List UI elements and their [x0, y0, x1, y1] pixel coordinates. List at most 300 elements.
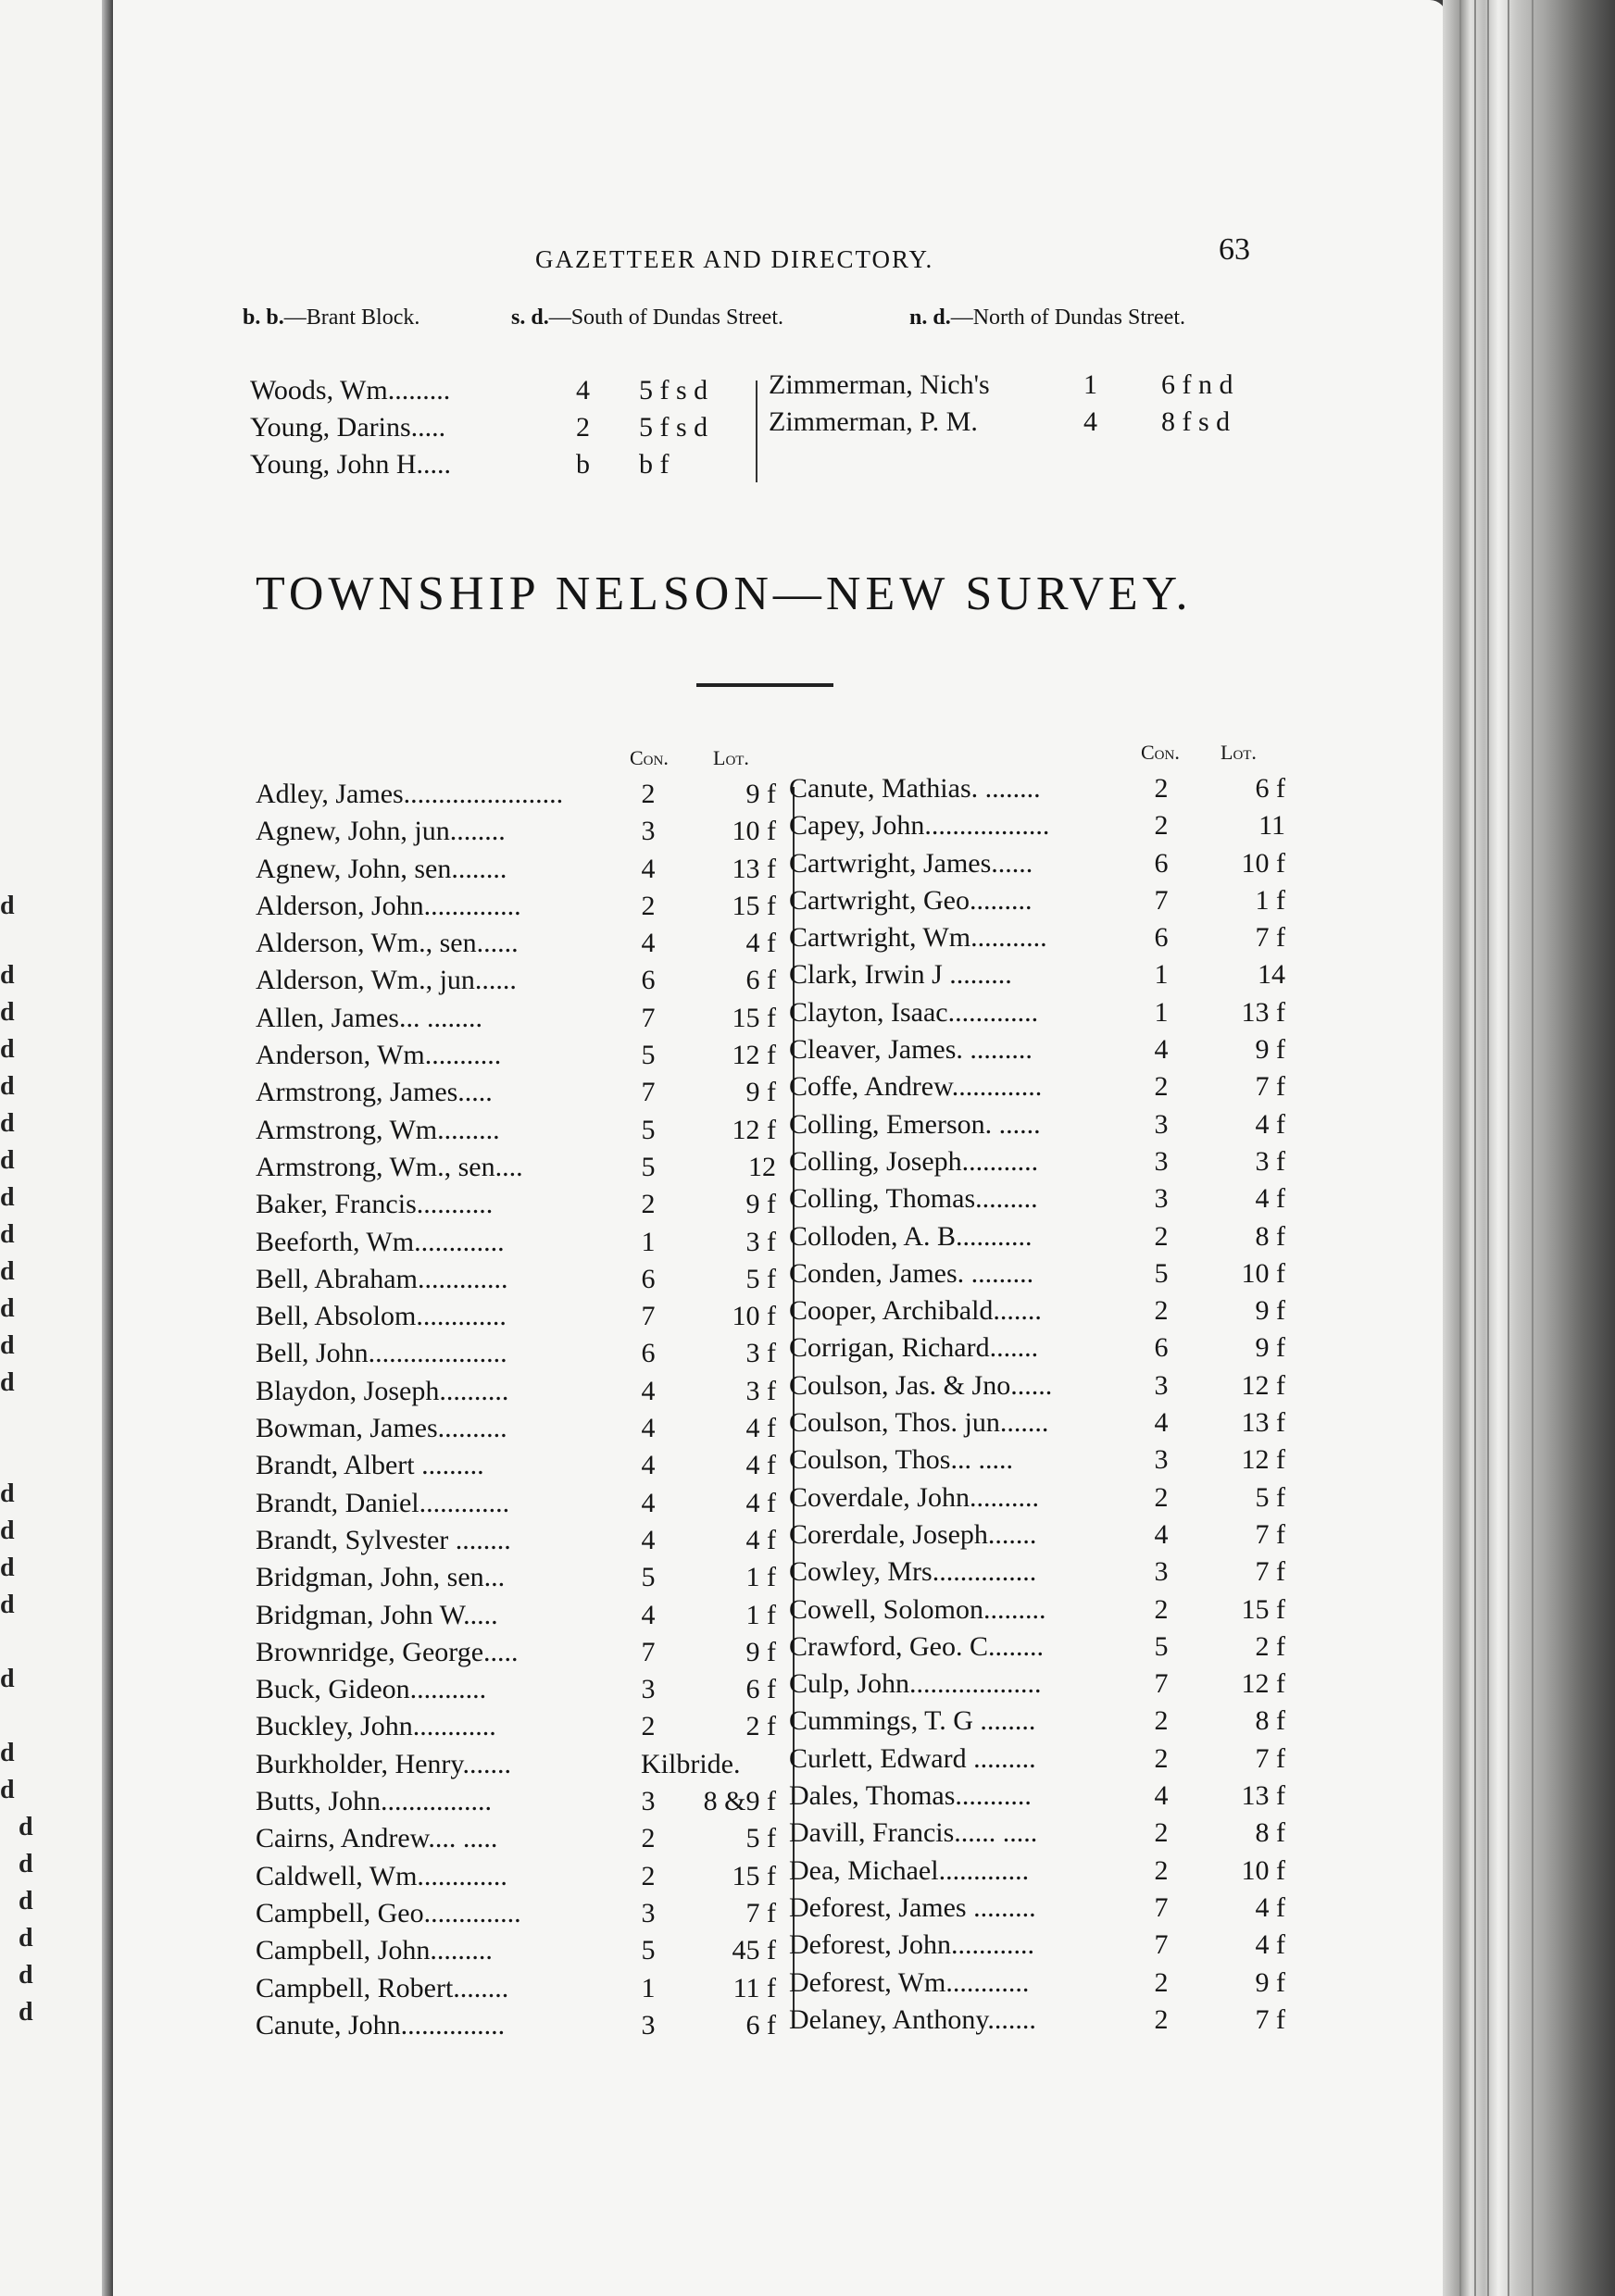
entry-concession: 3 — [641, 1897, 656, 1928]
entry-name: Agnew, John, sen........ — [256, 853, 507, 884]
entry-name: Buckley, John............ — [256, 1711, 496, 1742]
entry-concession: 2 — [1154, 773, 1169, 804]
entry-name: Deforest, Wm............ — [789, 1966, 1030, 1998]
entry-concession: 4 — [1154, 1407, 1169, 1439]
entry-name: Crawford, Geo. C........ — [789, 1630, 1044, 1662]
entry-concession: 4 — [641, 928, 656, 959]
margin-letter: d — [0, 961, 15, 990]
entry-concession: 1 — [1154, 996, 1169, 1028]
entry-lot: 9 f — [1255, 1332, 1285, 1364]
table-row — [789, 1516, 1289, 1554]
entry-concession: 7 — [1154, 1929, 1169, 1961]
entry-lot: 5 f — [745, 1823, 776, 1854]
entry-name: Agnew, John, jun........ — [256, 816, 506, 847]
entry-lot: 8 f — [1255, 1705, 1285, 1737]
table-row — [256, 1783, 783, 1820]
entry-lot: 12 f — [1241, 1668, 1285, 1700]
entry-concession: 4 — [641, 1413, 656, 1444]
table-row — [789, 770, 1289, 807]
entry-name: Campbell, John......... — [256, 1935, 493, 1966]
entry-concession: 2 — [641, 1860, 656, 1891]
table-row — [256, 1559, 783, 1596]
entry-concession: 3 — [641, 2009, 656, 2040]
entry-name: Butts, John................ — [256, 1786, 493, 1817]
margin-letter: d — [0, 1739, 15, 1767]
table-row — [789, 994, 1289, 1031]
column-header-con: Con. — [630, 746, 669, 769]
entry-lot: 3 f — [745, 1375, 776, 1406]
entry-concession: 4 — [641, 1599, 656, 1630]
entry-lot: 11 — [1258, 810, 1285, 842]
table-row — [789, 1479, 1289, 1516]
entry-name: Capey, John.................. — [789, 810, 1050, 842]
entry-concession: 2 — [1154, 1742, 1169, 1774]
table-row — [256, 1708, 783, 1745]
table-row — [256, 1000, 783, 1037]
entry-lot: 6 f — [1255, 773, 1285, 804]
entry-name: Campbell, Robert........ — [256, 1972, 509, 2003]
entry-concession: 3 — [1154, 1369, 1169, 1401]
margin-letter: d — [19, 1850, 33, 1878]
entry-concession: 6 — [1154, 847, 1169, 879]
table-row — [789, 1404, 1289, 1441]
table-row — [789, 1927, 1289, 1964]
entry-concession: 2 — [1154, 1295, 1169, 1327]
section-title: TOWNSHIP NELSON—NEW SURVEY. — [256, 568, 1193, 620]
entry-name: Conden, James. ......... — [789, 1257, 1034, 1289]
entry-name: Clark, Irwin J ......... — [789, 959, 1012, 991]
entry-name: Brandt, Albert ......... — [256, 1450, 484, 1481]
entry-name: Armstrong, Wm., sen.... — [256, 1151, 523, 1182]
table-row — [256, 1335, 783, 1372]
entry-concession: 6 — [1154, 922, 1169, 954]
entry-lot: 9 f — [745, 1636, 776, 1667]
table-row — [256, 962, 783, 999]
entry-concession: 5 — [1154, 1630, 1169, 1662]
entry-name: Alderson, John.............. — [256, 890, 521, 921]
entry-name: Davill, Francis...... ..... — [789, 1817, 1038, 1849]
table-row — [789, 1218, 1289, 1255]
entry-lot: 4 f — [1255, 1891, 1285, 1923]
entry-name: Brandt, Daniel............. — [256, 1487, 510, 1518]
column-header-lot: Lot. — [713, 746, 749, 769]
entry-lot: 2 f — [745, 1711, 776, 1742]
entry-name: Deforest, James ......... — [789, 1891, 1036, 1923]
margin-letter: d — [0, 998, 15, 1027]
table-row — [789, 956, 1289, 993]
entry-concession: 2 — [1154, 1220, 1169, 1252]
entry-concession: 7 — [641, 1077, 656, 1108]
entry-lot: 15 f — [732, 890, 776, 921]
margin-letter: d — [0, 1776, 15, 1804]
entry-lot: 12 f — [1241, 1444, 1285, 1476]
margin-letter: d — [0, 1294, 15, 1323]
table-row — [789, 919, 1289, 956]
entry-concession: 6 — [641, 965, 656, 996]
entry-concession: 5 — [641, 1151, 656, 1182]
entry-lot: 4 f — [745, 1450, 776, 1481]
table-row — [789, 1703, 1289, 1740]
entry-lot: 6 f — [745, 965, 776, 996]
entry-lot: 11 f — [732, 1972, 776, 2003]
entry-lot: 15 f — [732, 1002, 776, 1033]
entry-name: Coffe, Andrew............. — [789, 1071, 1043, 1103]
margin-letter: d — [0, 1368, 15, 1397]
entry-name: Coverdale, John.......... — [789, 1481, 1039, 1513]
margin-letter: d — [19, 1813, 33, 1841]
entry-concession: 2 — [1154, 810, 1169, 842]
entry-lot: 13 f — [1241, 1780, 1285, 1812]
entry-name: Armstrong, James..... — [256, 1077, 493, 1108]
table-row — [256, 1597, 783, 1634]
entry-lot: 9 f — [745, 1189, 776, 1220]
entry-name: Deforest, John............ — [789, 1929, 1034, 1961]
entry-name: Armstrong, Wm......... — [256, 1114, 500, 1145]
entry-lot: 7 f — [1255, 1071, 1285, 1103]
entry-lot: 5 f — [745, 1263, 776, 1294]
entry-name: Caldwell, Wm............. — [256, 1860, 507, 1891]
entry-name: Cairns, Andrew.... ..... — [256, 1823, 498, 1854]
entry-concession: 4 — [641, 1487, 656, 1518]
entry-concession: 5 — [641, 1562, 656, 1593]
entry-name: Blaydon, Joseph.......... — [256, 1375, 509, 1406]
margin-letter: d — [0, 1146, 15, 1175]
entry-name: Curlett, Edward ......... — [789, 1742, 1036, 1774]
margin-letter: d — [0, 1591, 15, 1619]
entry-name: Allen, James... ........ — [256, 1002, 482, 1033]
entry-lot: 7 f — [745, 1897, 776, 1928]
continued-entries: Woods, Wm......... 4 5 f s d Young, Darins..... 2 5 f s d Young, John H..... b b f Zimmerman, Nich's 1 6 f n d Zimmerman, P. M. 4 8 f s d — [250, 375, 1269, 495]
entry-name: Bridgman, John, sen... — [256, 1562, 506, 1593]
entry-concession: 3 — [641, 1786, 656, 1817]
entry-lot: 4 f — [1255, 1108, 1285, 1140]
entry-name: Dea, Michael............. — [789, 1854, 1030, 1886]
entry-concession: 4 — [1154, 1518, 1169, 1550]
entry-concession: 6 — [641, 1338, 656, 1369]
entry-lot: 10 f — [1241, 1854, 1285, 1886]
entry-concession: 5 — [641, 1040, 656, 1071]
entry-name: Anderson, Wm........... — [256, 1040, 502, 1071]
table-row — [256, 813, 783, 850]
entry-concession: 4 — [641, 1375, 656, 1406]
legend-item: b. b.—Brant Block. — [243, 306, 420, 330]
entry-name: Culp, John................... — [789, 1668, 1042, 1700]
table-row — [789, 1554, 1289, 1591]
entry-concession: 4 — [641, 853, 656, 884]
entry-name: Cleaver, James. ......... — [789, 1034, 1033, 1066]
entry-lot: 8 f — [1255, 1817, 1285, 1849]
margin-letter: d — [0, 1183, 15, 1212]
table-row — [256, 888, 783, 925]
margin-letter: d — [0, 1035, 15, 1064]
entry-lot: 9 f — [1255, 1295, 1285, 1327]
table-row — [789, 1628, 1289, 1666]
entry-concession: 2 — [1154, 1854, 1169, 1886]
entry-lot: 12 f — [1241, 1369, 1285, 1401]
entry-concession: 2 — [1154, 1071, 1169, 1103]
table-row — [789, 1965, 1289, 2002]
entry-lot: 15 f — [1241, 1593, 1285, 1625]
entry-lot: 13 f — [1241, 996, 1285, 1028]
entry-concession: 2 — [641, 1823, 656, 1854]
margin-letter: d — [19, 1924, 33, 1953]
table-row — [256, 851, 783, 888]
entry-lot: 13 f — [1241, 1407, 1285, 1439]
margin-letter: d — [0, 892, 15, 920]
entry-lot: 4 f — [1255, 1183, 1285, 1215]
entry-name: Cartwright, Wm........... — [789, 922, 1047, 954]
entry-name: Cowley, Mrs............... — [789, 1556, 1037, 1588]
table-row — [789, 1068, 1289, 1105]
table-row — [256, 776, 783, 813]
table-row — [789, 1666, 1289, 1703]
entry-concession: 2 — [641, 779, 656, 809]
directory-column-right — [789, 770, 1289, 2039]
table-row — [789, 2002, 1289, 2039]
entry-concession: 2 — [1154, 1705, 1169, 1737]
table-row — [789, 845, 1289, 882]
table-row — [789, 1367, 1289, 1404]
entry-concession: 2 — [641, 1189, 656, 1220]
entry-name: Brandt, Sylvester ........ — [256, 1524, 511, 1555]
entry-lot: 7 f — [1255, 1742, 1285, 1774]
entry-concession: 3 — [1154, 1108, 1169, 1140]
entry-concession: 5 — [641, 1114, 656, 1145]
entry-name: Corerdale, Joseph....... — [789, 1518, 1037, 1550]
table-row — [256, 1224, 783, 1261]
table-row — [256, 1746, 783, 1783]
entry-lot: 7 f — [1255, 2003, 1285, 2035]
table-row — [256, 1485, 783, 1522]
entry-name: Bell, Abraham............. — [256, 1263, 508, 1294]
entry-concession: 3 — [641, 816, 656, 847]
table-row — [256, 1932, 783, 1969]
entry-lot: 6 f — [745, 1674, 776, 1705]
entry-lot: 10 f — [1241, 847, 1285, 879]
table-row — [256, 1149, 783, 1186]
table-row — [789, 882, 1289, 919]
entry-concession: 2 — [641, 890, 656, 921]
entry-name: Clayton, Isaac............. — [789, 996, 1039, 1028]
entry-name: Alderson, Wm., sen...... — [256, 928, 519, 959]
table-row — [256, 925, 783, 962]
entry-concession: 7 — [641, 1301, 656, 1332]
table-row — [789, 1031, 1289, 1068]
table-row — [789, 1741, 1289, 1778]
entry-concession: 3 — [641, 1674, 656, 1705]
entry-name: Burkholder, Henry....... — [256, 1748, 511, 1779]
entry-lot: 7 f — [1255, 1556, 1285, 1588]
facing-page-margin-text — [0, 0, 37, 2296]
entry-concession: 2 — [1154, 1481, 1169, 1513]
entry-concession: 3 — [1154, 1183, 1169, 1215]
table-row — [789, 1441, 1289, 1479]
entry-concession: 7 — [641, 1636, 656, 1667]
entry-lot: 1 f — [1255, 884, 1285, 916]
table-row — [256, 1634, 783, 1671]
entry-concession: 6 — [641, 1263, 656, 1294]
table-row — [256, 1410, 783, 1447]
entry-name: Buck, Gideon........... — [256, 1674, 487, 1705]
table-row — [789, 1853, 1289, 1890]
entry-lot: 5 f — [1255, 1481, 1285, 1513]
table-row — [256, 2007, 783, 2044]
page-stack-edges — [1443, 0, 1615, 2296]
entry-concession: 7 — [1154, 1668, 1169, 1700]
table-row — [789, 1106, 1289, 1143]
table-row — [256, 1037, 783, 1074]
table-row — [256, 1671, 783, 1708]
entry-name: Baker, Francis........... — [256, 1189, 494, 1220]
table-row — [789, 1143, 1289, 1180]
margin-letter: d — [0, 1554, 15, 1582]
entry-concession: 3 — [1154, 1444, 1169, 1476]
table-row — [789, 1329, 1289, 1366]
entry-concession: 4 — [1154, 1034, 1169, 1066]
table-row — [256, 1522, 783, 1559]
table-row — [256, 1895, 783, 1932]
entry-lot: 8 f — [1255, 1220, 1285, 1252]
table-row — [256, 1074, 783, 1111]
entry-name: Cartwright, Geo......... — [789, 884, 1033, 916]
margin-letter: d — [0, 1479, 15, 1508]
entry-lot: 3 f — [745, 1338, 776, 1369]
title-rule — [696, 683, 833, 687]
margin-letter: d — [19, 1998, 33, 2027]
entry-lot: 12 — [748, 1151, 776, 1182]
entry-concession: 6 — [1154, 1332, 1169, 1364]
entry-name: Coulson, Jas. & Jno...... — [789, 1369, 1053, 1401]
entry-name: Brownridge, George..... — [256, 1636, 519, 1667]
abbreviation-legend — [243, 306, 1271, 343]
table-row — [256, 1373, 783, 1410]
running-title: GAZETTEER AND DIRECTORY. — [535, 245, 934, 273]
entry-lot: 2 f — [1255, 1630, 1285, 1662]
table-row — [789, 1180, 1289, 1217]
legend-item: s. d.—South of Dundas Street. — [511, 306, 783, 330]
table-row — [256, 1858, 783, 1895]
column-header-con: Con. — [1141, 741, 1180, 764]
page-number: 63 — [1219, 232, 1250, 267]
entry-lot: 4 f — [745, 1524, 776, 1555]
entry-concession: 3 — [1154, 1556, 1169, 1588]
table-row — [789, 1292, 1289, 1329]
entry-lot: 12 f — [732, 1040, 776, 1071]
entry-lot: 10 f — [732, 816, 776, 847]
margin-letter: d — [19, 1961, 33, 1990]
entry-name: Bowman, James.......... — [256, 1413, 507, 1444]
entry-name: Colling, Emerson. ...... — [789, 1108, 1041, 1140]
entry-concession: 1 — [1154, 959, 1169, 991]
entry-name: Adley, James....................... — [256, 779, 564, 809]
table-row — [256, 1186, 783, 1223]
entry-concession: 1 — [641, 1226, 656, 1257]
entry-name: Cowell, Solomon......... — [789, 1593, 1046, 1625]
table-row — [789, 1778, 1289, 1815]
entry-concession: 4 — [1154, 1780, 1169, 1812]
entry-lot: 4 f — [1255, 1929, 1285, 1961]
entry-concession: 3 — [1154, 1145, 1169, 1177]
table-row — [256, 1298, 783, 1335]
entry-concession: 2 — [1154, 2003, 1169, 2035]
entry-lot: 8 &9 f — [703, 1786, 776, 1817]
entry-concession: 5 — [1154, 1257, 1169, 1289]
entry-name: Cummings, T. G ........ — [789, 1705, 1036, 1737]
entry-lot: 9 f — [745, 779, 776, 809]
entry-name: Colling, Joseph........... — [789, 1145, 1039, 1177]
table-row — [256, 1112, 783, 1149]
table-row — [256, 1261, 783, 1298]
entry-name: Delaney, Anthony....... — [789, 2003, 1036, 2035]
entry-lot: 4 f — [745, 1487, 776, 1518]
entry-lot: 45 f — [732, 1935, 776, 1966]
entry-lot: 3 f — [1255, 1145, 1285, 1177]
entry-concession: 7 — [1154, 1891, 1169, 1923]
margin-letter: d — [0, 1665, 15, 1693]
entry-lot: 9 f — [1255, 1966, 1285, 1998]
entry-lot: 10 f — [732, 1301, 776, 1332]
entry-name: Colling, Thomas......... — [789, 1183, 1038, 1215]
entry-location: Kilbride. — [641, 1748, 741, 1779]
entry-lot: 6 f — [745, 2009, 776, 2040]
entry-name: Cartwright, James...... — [789, 847, 1033, 879]
column-header-lot: Lot. — [1221, 741, 1257, 764]
entry-name: Colloden, A. B........... — [789, 1220, 1033, 1252]
entry-name: Alderson, Wm., jun...... — [256, 965, 517, 996]
entry-name: Bell, Absolom............. — [256, 1301, 507, 1332]
entry-lot: 7 f — [1255, 1518, 1285, 1550]
entry-lot: 1 f — [745, 1562, 776, 1593]
margin-letter: d — [0, 1257, 15, 1286]
table-row — [789, 1255, 1289, 1292]
margin-letter: d — [0, 1072, 15, 1101]
margin-letter: d — [0, 1331, 15, 1360]
entry-concession: 4 — [641, 1450, 656, 1481]
entry-concession: 7 — [1154, 884, 1169, 916]
entry-concession: 1 — [641, 1972, 656, 2003]
entry-concession: 2 — [641, 1711, 656, 1742]
entry-name: Corrigan, Richard....... — [789, 1332, 1039, 1364]
entry-name: Bell, John.................... — [256, 1338, 507, 1369]
entry-lot: 9 f — [745, 1077, 776, 1108]
entry-lot: 15 f — [732, 1860, 776, 1891]
entry-concession: 2 — [1154, 1966, 1169, 1998]
entry-name: Bridgman, John W..... — [256, 1599, 498, 1630]
entry-lot: 10 f — [1241, 1257, 1285, 1289]
table-row — [256, 1820, 783, 1857]
entry-name: Canute, John............... — [256, 2009, 506, 2040]
table-row — [256, 1447, 783, 1484]
margin-letter: d — [0, 1516, 15, 1545]
entry-concession: 2 — [1154, 1817, 1169, 1849]
entry-lot: 3 f — [745, 1226, 776, 1257]
margin-letter: d — [19, 1887, 33, 1915]
entry-concession: 4 — [641, 1524, 656, 1555]
entry-name: Cooper, Archibald....... — [789, 1295, 1042, 1327]
entry-name: Canute, Mathias. ........ — [789, 773, 1041, 804]
entry-concession: 2 — [1154, 1593, 1169, 1625]
margin-letter: d — [0, 1220, 15, 1249]
legend-item: n. d.—North of Dundas Street. — [909, 306, 1185, 330]
table-row — [789, 1890, 1289, 1927]
table-row — [256, 1970, 783, 2007]
entry-lot: 12 f — [732, 1114, 776, 1145]
entry-name: Coulson, Thos. jun....... — [789, 1407, 1049, 1439]
entry-name: Beeforth, Wm............. — [256, 1226, 505, 1257]
entry-lot: 7 f — [1255, 922, 1285, 954]
entry-lot: 13 f — [732, 853, 776, 884]
entry-name: Coulson, Thos... ..... — [789, 1444, 1013, 1476]
